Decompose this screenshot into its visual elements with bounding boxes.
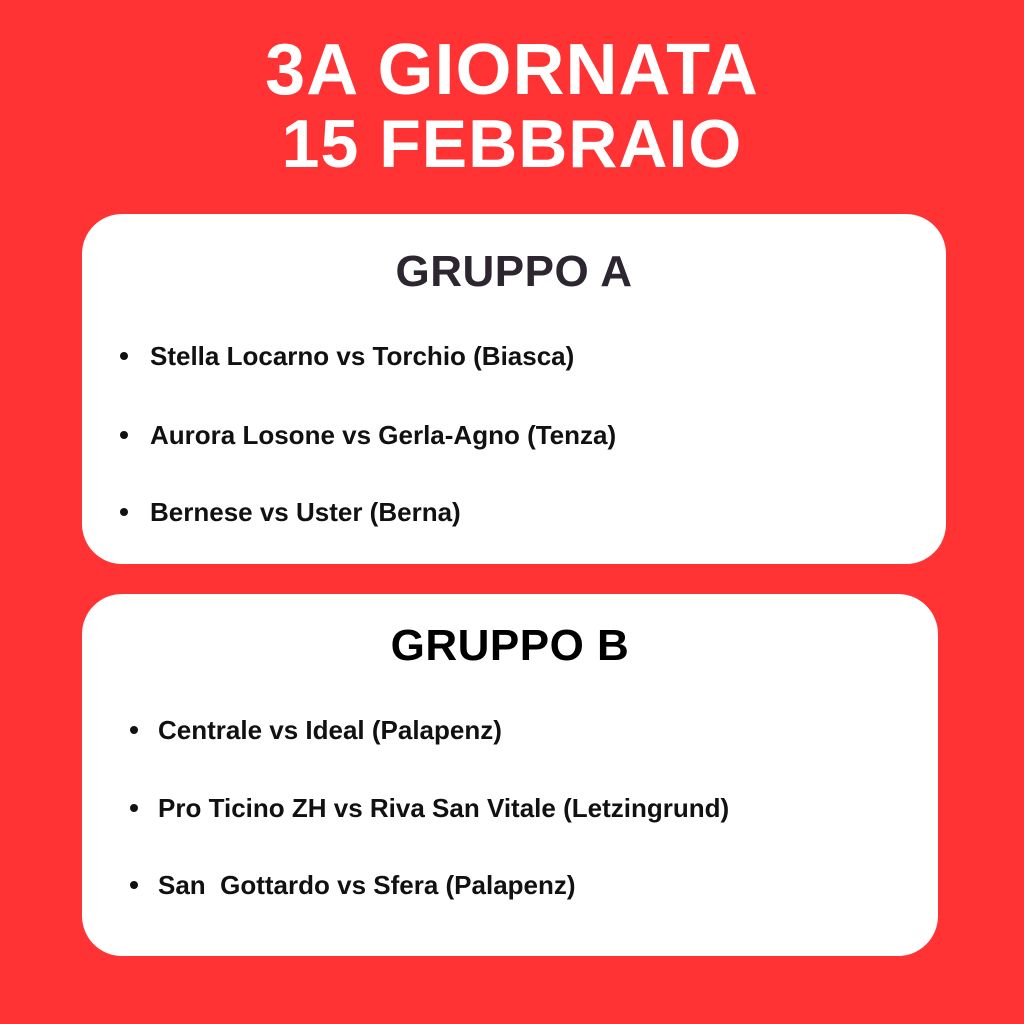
match-text: San Gottardo vs Sfera (Palapenz) (158, 869, 576, 900)
match-text: Stella Locarno vs Torchio (Biasca) (150, 340, 575, 371)
bullet-icon (120, 431, 128, 439)
group-b-title: GRUPPO B (390, 621, 630, 670)
match-item (82, 869, 576, 901)
match-text: Bernese vs Uster (Berna) (150, 496, 461, 527)
match-text: Pro Ticino ZH vs Riva San Vitale (Letzingrund) (158, 792, 730, 823)
date-title: 15 FEBBRAIO (281, 106, 743, 182)
match-text: Aurora Losone vs Gerla-Agno (Tenza) (150, 419, 617, 450)
match-item (82, 714, 502, 746)
group-a-title: GRUPPO A (395, 247, 633, 296)
match-item (82, 792, 729, 824)
bullet-icon (130, 881, 138, 889)
match-item (82, 340, 574, 372)
group-a-card (82, 214, 946, 564)
match-text: Centrale vs Ideal (Palapenz) (158, 714, 502, 745)
bullet-icon (120, 508, 128, 516)
round-title: 3A GIORNATA (265, 30, 759, 110)
bullet-icon (130, 804, 138, 812)
match-item (82, 496, 461, 528)
bullet-icon (120, 352, 128, 360)
bullet-icon (130, 726, 138, 734)
group-b-card (82, 594, 938, 956)
match-item (82, 419, 616, 451)
